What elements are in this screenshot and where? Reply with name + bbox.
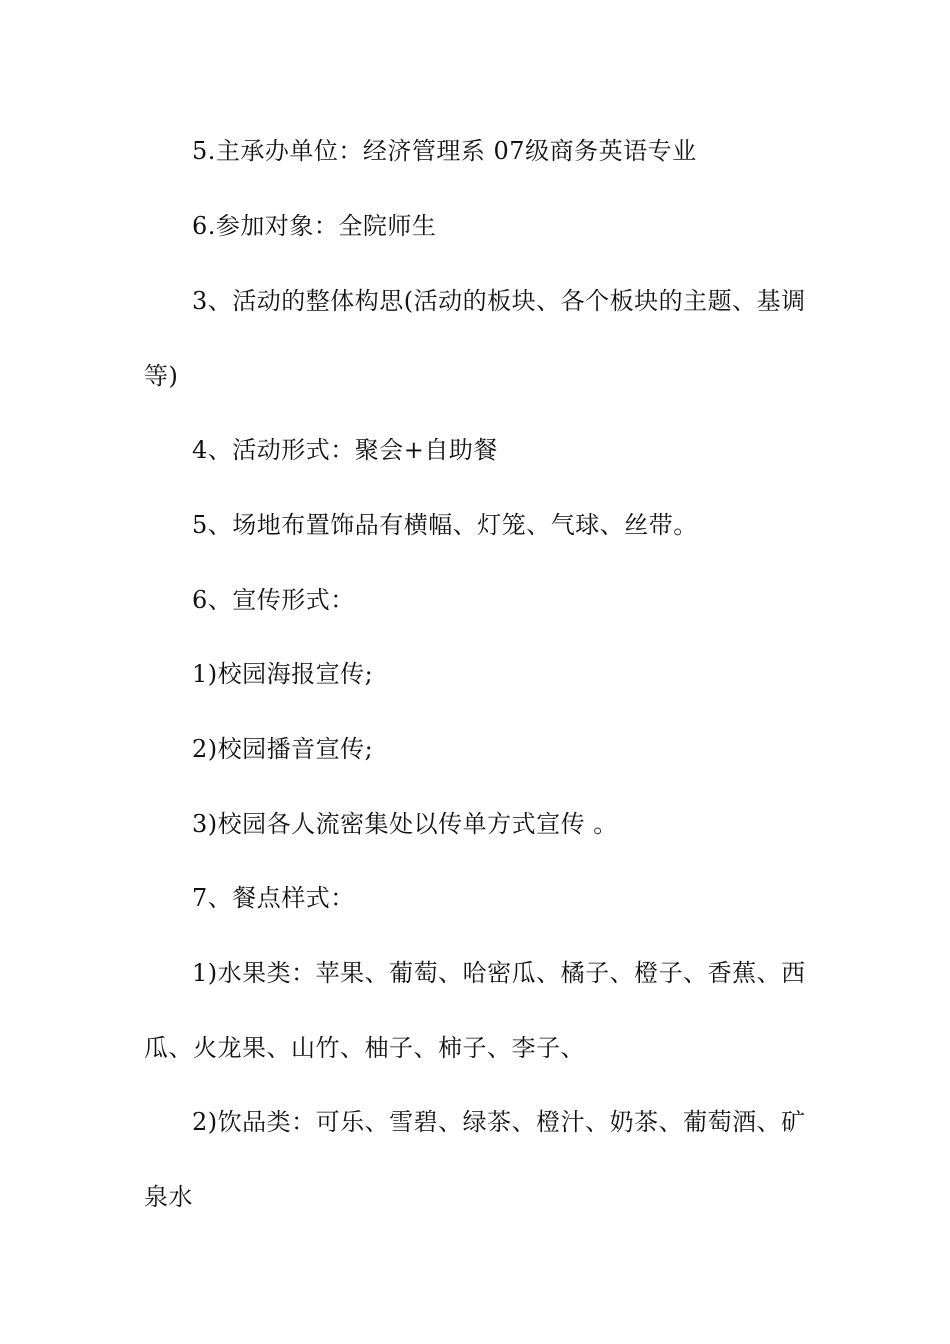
text-line-promotion-posters: 1)校园海报宣传; xyxy=(192,660,374,688)
text-line-fruits: 1)水果类：苹果、葡萄、哈密瓜、橘子、橙子、香蕉、西 xyxy=(192,959,806,987)
text-line-organizer: 5.主承办单位：经济管理系 07级商务英语专业 xyxy=(192,137,697,165)
text-line-activity-form: 4、活动形式：聚会+自助餐 xyxy=(192,436,498,464)
text-line-venue-decoration: 5、场地布置饰品有横幅、灯笼、气球、丝带。 xyxy=(192,511,698,539)
text-line-food-heading: 7、餐点样式： xyxy=(192,884,355,912)
text-line-promotion-heading: 6、宣传形式： xyxy=(192,586,355,614)
text-line-promotion-broadcast: 2)校园播音宣传; xyxy=(192,735,374,763)
text-line-drinks-cont: 泉水 xyxy=(144,1183,193,1211)
text-line-fruits-cont: 瓜、火龙果、山竹、柚子、柿子、李子、 xyxy=(144,1034,585,1062)
text-line-promotion-flyers: 3)校园各人流密集处以传单方式宣传 。 xyxy=(192,810,618,838)
text-line-overall-concept-cont: 等) xyxy=(144,362,179,390)
text-line-participants: 6.参加对象：全院师生 xyxy=(192,212,437,240)
text-line-drinks: 2)饮品类：可乐、雪碧、绿茶、橙汁、奶茶、葡萄酒、矿 xyxy=(192,1108,806,1136)
text-line-overall-concept: 3、活动的整体构思(活动的板块、各个板块的主题、基调 xyxy=(192,287,806,315)
